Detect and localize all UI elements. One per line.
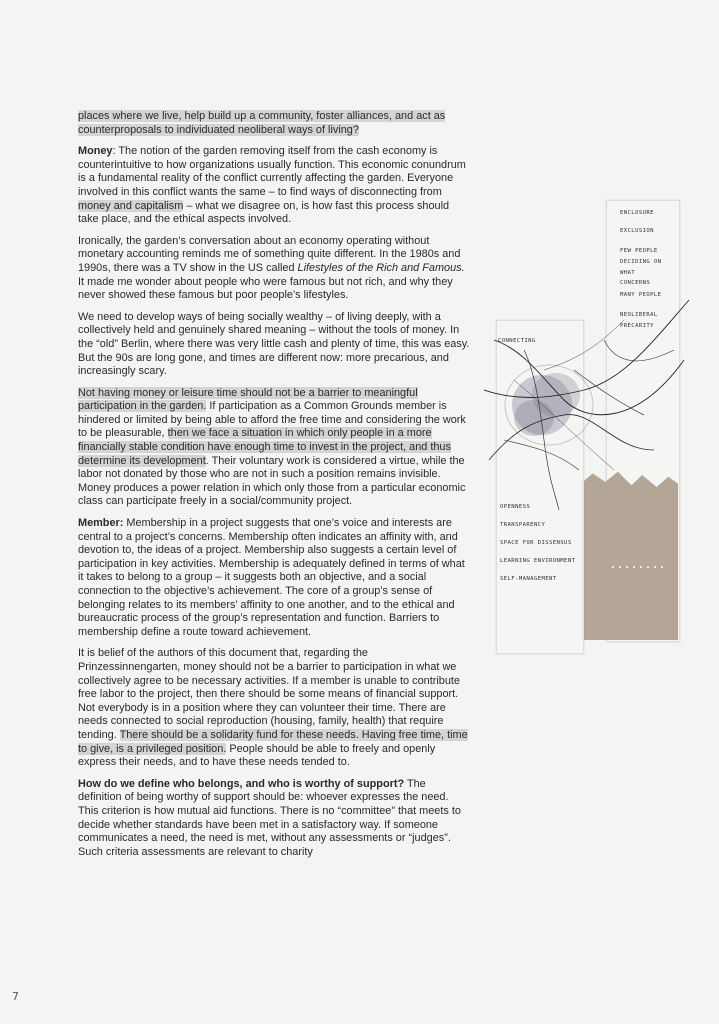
handwritten-label: SELF-MANAGEMENT (500, 576, 557, 582)
handwritten-label: SPACE FOR DISSENSUS (500, 540, 572, 546)
handwritten-label: OPENNESS (500, 504, 531, 510)
text-run: . Their voluntary work is considered a virtue, while the labor not donated by those who are not in such a position remains invisible. Money produces a power relation in which only those from a particular economic class can participate freely in a social/community project. (78, 454, 466, 508)
paragraph-intro (78, 110, 470, 137)
heading-money: Money (78, 145, 113, 158)
text-run: : The notion of the garden removing itself from the cash economy is counterintuitive to how organizations usually function. This economic conundrum is a fundamental reality of the conflict currently affecting the garden. Everyone involved in this conflict wants the same – to find ways of disconnecting from (78, 145, 466, 198)
text-run: Membership in a project suggests that one’s voice and interests are central to a project’s concerns. Membership often indicates an affinity with, and devotion to, the ideas of a project. Membership also suggests a certain level of participation in key activities. Membership is adequately defined in terms of what it takes to belong to a group – it suggests both an objective, and a social connection to the objective’s achievement. The core of a group’s sense of belonging relates to its members’ affinity to one another, and to the ethical and bureaucratic process of the group’s representation and function. Barriers to membership define a route toward achievement. (78, 517, 465, 638)
paragraph-member (78, 517, 470, 639)
handwritten-label: EXCLUSION (620, 228, 654, 234)
highlighted-text: Not having money or leisure time should not be a barrier to meaningful participation in the garden. (78, 386, 418, 413)
page-number: 7 (12, 990, 19, 1003)
handwritten-label: CONNECTING (498, 338, 536, 344)
paragraph-socially-wealthy (78, 311, 470, 379)
body-text-column (78, 110, 470, 867)
paragraph-money (78, 145, 470, 227)
text-run: It made me wonder about people who were famous but not rich, and why they never showed these famous but poor people’s lifestyles. (78, 275, 453, 302)
handwritten-label: TRANSPARENCY (500, 522, 546, 528)
ink-drawing (484, 200, 699, 660)
highlighted-text: There should be a solidarity fund for these needs. Having free time, time to give, is a privileged position. (78, 728, 468, 755)
handwritten-label: ENCLOSURE (620, 210, 654, 216)
text-run: Ironically, the garden’s conversation about an economy operating without monetary accounting reminds me of something quite different. In the 1980s and 1990s, there was a TV show in the US called (78, 234, 461, 274)
handwritten-label: FEW PEOPLE (620, 248, 658, 254)
paragraph-barrier (78, 387, 470, 509)
heading-member: Member: (78, 517, 124, 530)
paragraph-belief (78, 647, 470, 769)
handwritten-label: PRECARITY (620, 323, 654, 329)
handwritten-label: NEOLIBERAL (620, 312, 658, 318)
paragraph-ironically (78, 235, 470, 303)
text-run: We need to develop ways of being socially wealthy – of living deeply, with a collectively held and genuinely shared meaning – without the tools of money. In the “old” Berlin, where there was very little cash and plenty of time, this was easy. But the 90s are long gone, and times are different now: more precarious, and increasingly scary. (78, 310, 470, 378)
text-run: If participation as a Common Grounds member is hindered or limited by being able to afford the free time and considering the work to be pleasurable, (78, 400, 466, 440)
highlighted-text: money and capitalism (78, 199, 184, 212)
italic-title: Lifestyles of the Rich and Famous. (297, 261, 465, 274)
text-run: – what we disagree on, is how fast this process should take place, and the ethical aspects involved. (78, 199, 450, 226)
highlighted-text: places where we live, help build up a community, foster alliances, and act as counterproposals to individuated neoliberal ways of living? (78, 110, 446, 136)
text-run: It is belief of the authors of this document that, regarding the Prinzessinnengarten, money should not be a barrier to participation in what we collectively agree to be necessary activities. If a member is unable to contribute free labor to the project, then there should be some means of financial support. Not everybody is in a position where they can volunteer their time. There are needs connected to social reproduction (housing, family, health) that require tending. (78, 647, 460, 741)
handwritten-label: WHAT (620, 270, 636, 276)
collage-artwork (484, 200, 699, 660)
handwritten-label: CONCERNS (620, 280, 651, 286)
text-run: The definition of being worthy of support should be: whoever expresses the need. This criterion is how mutual aid functions. There is no “committee” that meets to decide whether standards have been met in a satisfactory way. If someone communicates a need, the need is met, without any assessments or “judges”. Such criteria assessments are relevant to charity (78, 777, 461, 858)
text-run: People should be able to freely and openly express their needs, and to have these needs tended to. (78, 742, 436, 769)
highlighted-text: then we face a situation in which only people in a more financially stable condition have enough time to invest in the project, and thus determine its development (78, 427, 451, 467)
handwritten-label: LEARNING ENVIRONMENT (500, 558, 576, 564)
paragraph-belongs (78, 778, 470, 860)
heading-belongs: How do we define who belongs, and who is worthy of support? (78, 777, 405, 790)
handwritten-label: MANY PEOPLE (620, 292, 662, 298)
handwritten-label: DECIDING ON (620, 259, 662, 265)
